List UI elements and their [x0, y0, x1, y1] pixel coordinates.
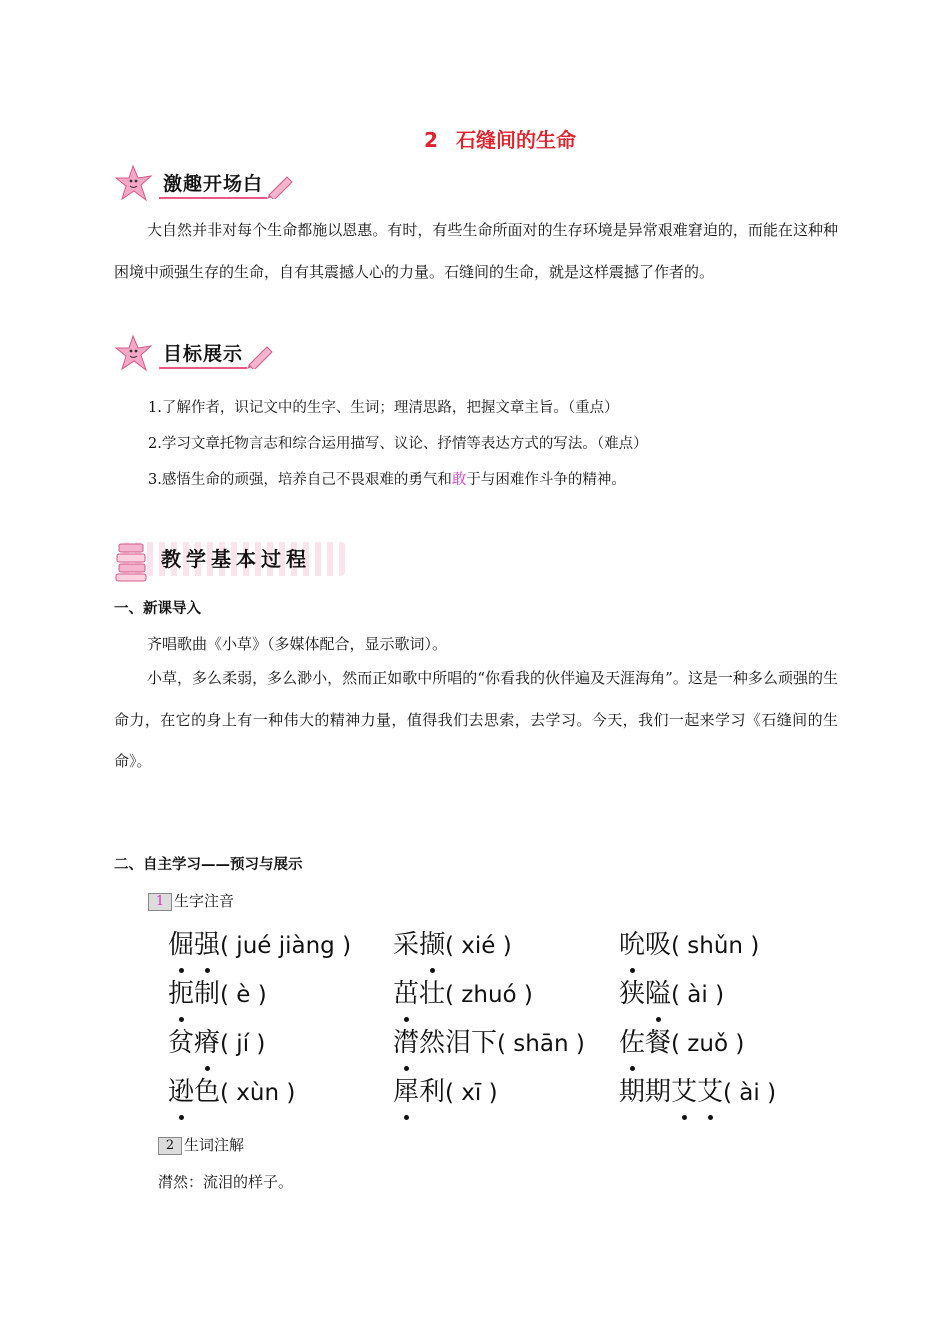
pen-icon — [265, 169, 299, 199]
part1-paragraph: 小草，多么柔弱，多么渺小，然而正如歌中所唱的“你看我的伙伴遍及天涯海角”。这是一种多么顽强的生命力，在它的身上有一种伟大的精神力量，值得我们去思索，去学习。今天，我们一起来学习《石缝间的生命》。 — [114, 669, 838, 770]
vocab-item: 佐餐( zuǒ ) — [619, 1022, 819, 1062]
goal-item: 3.感悟生命的顽强，培养自己不畏艰难的勇气和敢于与困难作斗争的精神。 — [148, 472, 626, 488]
emphasis-dot — [708, 1115, 713, 1120]
starfish-icon — [113, 164, 159, 204]
vocab-item: 吮吸( shǔn ) — [619, 924, 819, 964]
section-banner-process — [113, 534, 345, 582]
part1-line: 齐唱歌曲《小草》（多媒体配合，显示歌词）。 — [147, 635, 448, 653]
intro-paragraph: 大自然并非对每个生命都施以恩惠。有时，有些生命所面对的生存环境是异常艰难窘迫的，而能在这种种 困境中顽强生存的生命，自有其震撼人心的力量。石缝间的生命，就是这样震撼了作者的。 — [114, 221, 838, 281]
emphasis-dot — [179, 1115, 184, 1120]
page-title: 2 石缝间的生命 — [424, 128, 576, 152]
part2-heading: 二、自主学习——预习与展示 — [114, 857, 303, 873]
vocab-item: 狭隘( ài ) — [619, 973, 819, 1013]
subsection-vocab-notes: 2 生词注解 — [158, 1134, 244, 1155]
vocab-item: 茁壮( zhuó ) — [393, 973, 619, 1013]
banner-title: 教学基本过程 — [161, 547, 311, 571]
starfish-icon — [113, 334, 159, 374]
vocab-item: 期期艾艾( ài ) — [619, 1071, 819, 1111]
part1-heading: 一、新课导入 — [114, 601, 201, 617]
pen-icon — [245, 339, 279, 369]
books-icon — [113, 538, 153, 582]
banner-title: 激趣开场白 — [159, 169, 267, 199]
banner-title: 目标展示 — [159, 339, 247, 369]
highlighted-char: 敢 — [451, 472, 467, 488]
section-banner-intro — [113, 164, 299, 204]
vocab-item: 逊色( xùn ) — [168, 1071, 393, 1111]
vocab-item: 犀利( xī ) — [393, 1071, 619, 1111]
number-box: 1 — [148, 893, 172, 911]
number-box: 2 — [158, 1137, 182, 1155]
subsection-pinyin: 1 生字注音 — [148, 890, 234, 911]
goal-item: 1.了解作者，识记文中的生字、生词；理清思路，把握文章主旨。（重点） — [148, 400, 619, 416]
vocab-item: 采撷( xié ) — [393, 924, 619, 964]
vocab-item: 扼制( è ) — [168, 973, 393, 1013]
emphasis-dot — [682, 1115, 687, 1120]
emphasis-dot — [404, 1115, 409, 1120]
vocab-item: 倔强( jué jiàng ) — [168, 924, 393, 964]
definition-line: 潸然：流泪的样子。 — [158, 1173, 294, 1191]
goal-item: 2.学习文章托物言志和综合运用描写、议论、抒情等表达方式的写法。（难点） — [148, 436, 648, 452]
vocab-item: 潸然泪下( shān ) — [393, 1022, 619, 1062]
vocab-item: 贫瘠( jí ) — [168, 1022, 393, 1062]
vocab-grid — [168, 924, 818, 1111]
section-banner-goals — [113, 334, 279, 374]
